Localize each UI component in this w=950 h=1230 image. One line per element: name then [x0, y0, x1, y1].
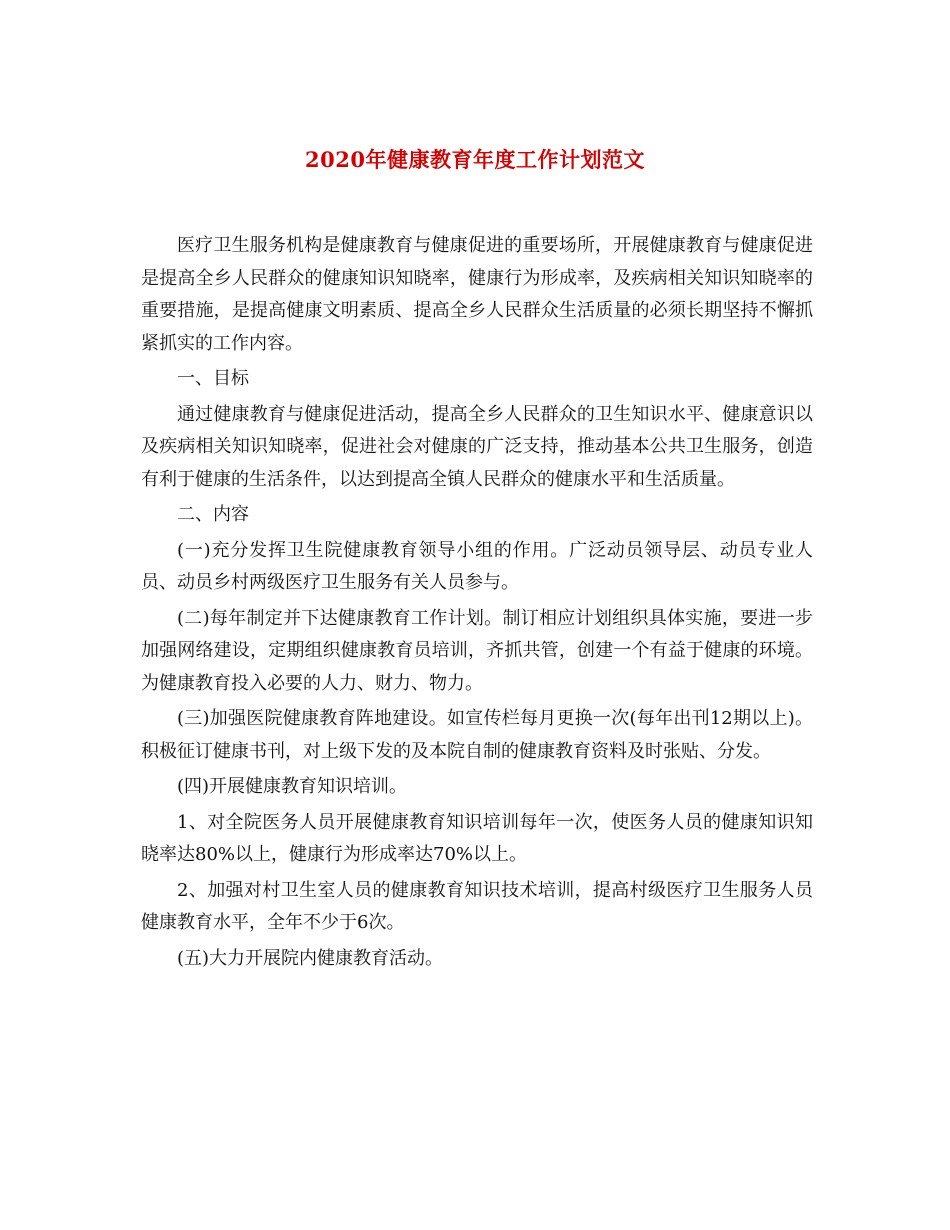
- paragraph-goals: 通过健康教育与健康促进活动，提高全乡人民群众的卫生知识水平、健康意识以及疾病相关知识知晓率，促进社会对健康的广泛支持，推动基本公共卫生服务，创造有利于健康的生活条件，以达到提高全镇人民群众的健康水平和生活质量。: [141, 403, 813, 490]
- paragraph-subitem-2: 2、加强对村卫生室人员的健康教育知识技术培训，提高村级医疗卫生服务人员健康教育水平，全年不少于6次。: [141, 879, 813, 933]
- paragraph-intro: 医疗卫生服务机构是健康教育与健康促进的重要场所，开展健康教育与健康促进是提高全乡人民群众的健康知识知晓率，健康行为形成率，及疾病相关知识知晓率的重要措施，是提高健康文明素质、提高全乡人民群众生活质量的必须长期坚持不懈抓紧抓实的工作内容。: [141, 235, 813, 354]
- paragraph-item-4: (四)开展健康教育知识培训。: [177, 776, 408, 797]
- section-heading-content: 二、内容: [177, 504, 249, 525]
- paragraph-subitem-1: 1、对全院医务人员开展健康教育知识培训每年一次，使医务人员的健康知识知晓率达80%以上，健康行为形成率达70%以上。: [141, 811, 813, 865]
- paragraph-item-2: (二)每年制定并下达健康教育工作计划。制订相应计划组织具体实施，要进一步加强网络建设，定期组织健康教育员培训，齐抓共管，创建一个有益于健康的环境。为健康教育投入必要的人力、财力、物力。: [141, 607, 813, 694]
- paragraph-item-5: (五)大力开展院内健康教育活动。: [177, 947, 444, 969]
- paragraph-item-1: (一)充分发挥卫生院健康教育领导小组的作用。广泛动员领导层、动员专业人员、动员乡村两级医疗卫生服务有关人员参与。: [141, 539, 813, 593]
- section-heading-goals: 一、目标: [177, 368, 249, 389]
- paragraph-item-3: (三)加强医院健康教育阵地建设。如宣传栏每月更换一次(每年出刊12期以上)。积极征订健康书刊，对上级下发的及本院自制的健康教育资料及时张贴、分发。: [141, 708, 813, 762]
- document-body: [141, 230, 813, 975]
- document-title: 2020年健康教育年度工作计划范文: [305, 147, 645, 172]
